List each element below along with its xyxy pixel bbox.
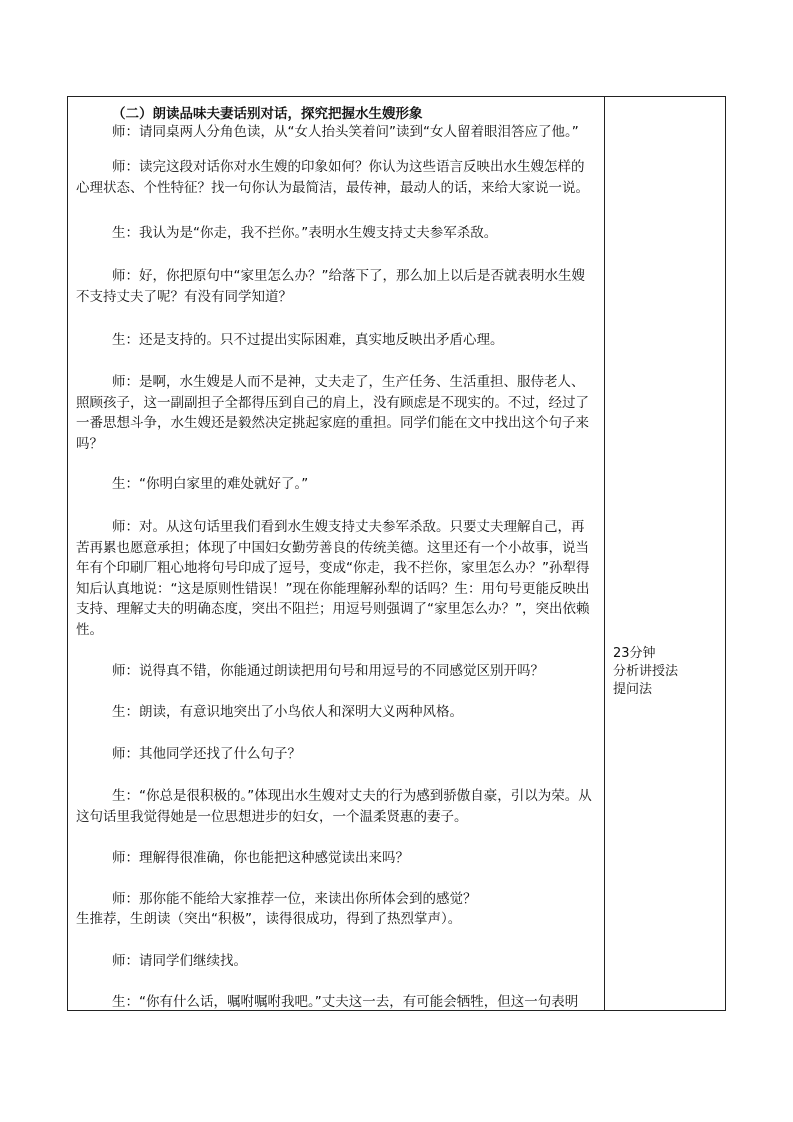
paragraph-16: 师：请同学们继续找。 [112,953,247,969]
section-title: （二）朗读品味夫妻话别对话，探究把握水生嫂形象 [112,106,423,122]
paragraph-17: 生：“你有什么话，嘱咐嘱咐我吧。”丈夫这一去，有可能会牺牲，但这一句表明 [112,994,579,1010]
time-method-note: 23分钟 分析讲授法 提问法 [613,646,679,697]
lesson-table [67,96,726,1011]
paragraph-14: 师：那你能不能给大家推荐一位，来读出你所体会到的感觉？ [112,891,477,907]
paragraph-5: 生：还是支持的。只不过提出实际困难，真实地反映出矛盾心理。 [112,332,504,348]
paragraph-7: 生：“你明白家里的难处就好了。” [112,476,309,492]
paragraph-10: 生：朗读，有意识地突出了小鸟依人和深明大义两种风格。 [112,704,463,720]
paragraph-9: 师：说得真不错，你能通过朗读把用句号和用逗号的不同感觉区别开吗？ [112,663,544,679]
paragraph-6: 师：是啊，水生嫂是人而不是神，丈夫走了，生产任务、生活重担、服侍老人、照顾孩子，这一副副担子全都得压到自己的肩上，没有顾虑是不现实的。不过，经过了一番思想斗争，水生嫂还是毅然决定挑起家庭的重担。同学们能在文中找出这个句子来吗？ [76,374,589,452]
paragraph-15: 生推荐，生朗读（突出“积极”，读得很成功，得到了热烈掌声）。 [76,911,462,927]
paragraph-1: 师：请同桌两人分角色读，从“女人抬头笑着问”读到“女人留着眼泪答应了他。” [112,124,579,140]
lesson-content-cell [68,97,605,1010]
paragraph-8: 师：对。从这句话里我们看到水生嫂支持丈夫参军杀敌。只要丈夫理解自己，再苦再累也愿意承担；体现了中国妇女勤劳善良的传统美德。这里还有一个小故事，说当年有个印刷厂粗心地将句号印成了逗号，变成“你走，我不拦你，家里怎么办？”孙犁得知后认真地说：“这是原则性错误！”现在你能理解孙犁的话吗？生：用句号更能反映出支持、理解丈夫的明确态度，突出不阻拦；用逗号则强调了“家里怎么办？”，突出依赖性。 [76,519,590,638]
paragraph-11: 师：其他同学还找了什么句子？ [112,746,301,762]
paragraph-4: 师：好，你把原句中“家里怎么办？”给落下了，那么加上以后是否就表明水生嫂不支持丈夫了呢？有没有同学知道？ [76,268,585,305]
paragraph-2: 师：读完这段对话你对水生嫂的印象如何？你认为这些语言反映出水生嫂怎样的心理状态、个性特征？找一句你认为最简洁，最传神，最动人的话，来给大家说一说。 [76,159,589,196]
paragraph-3: 生：我认为是“你走，我不拦你。”表明水生嫂支持丈夫参军杀敌。 [112,225,498,241]
lesson-notes-cell [605,97,725,1010]
paragraph-12: 生：“你总是很积极的。”体现出水生嫂对丈夫的行为感到骄傲自豪，引以为荣。从这句话里我觉得她是一位思想进步的妇女，一个温柔贤惠的妻子。 [76,788,592,825]
paragraph-13: 师：理解得很准确，你也能把这种感觉读出来吗？ [112,850,409,866]
